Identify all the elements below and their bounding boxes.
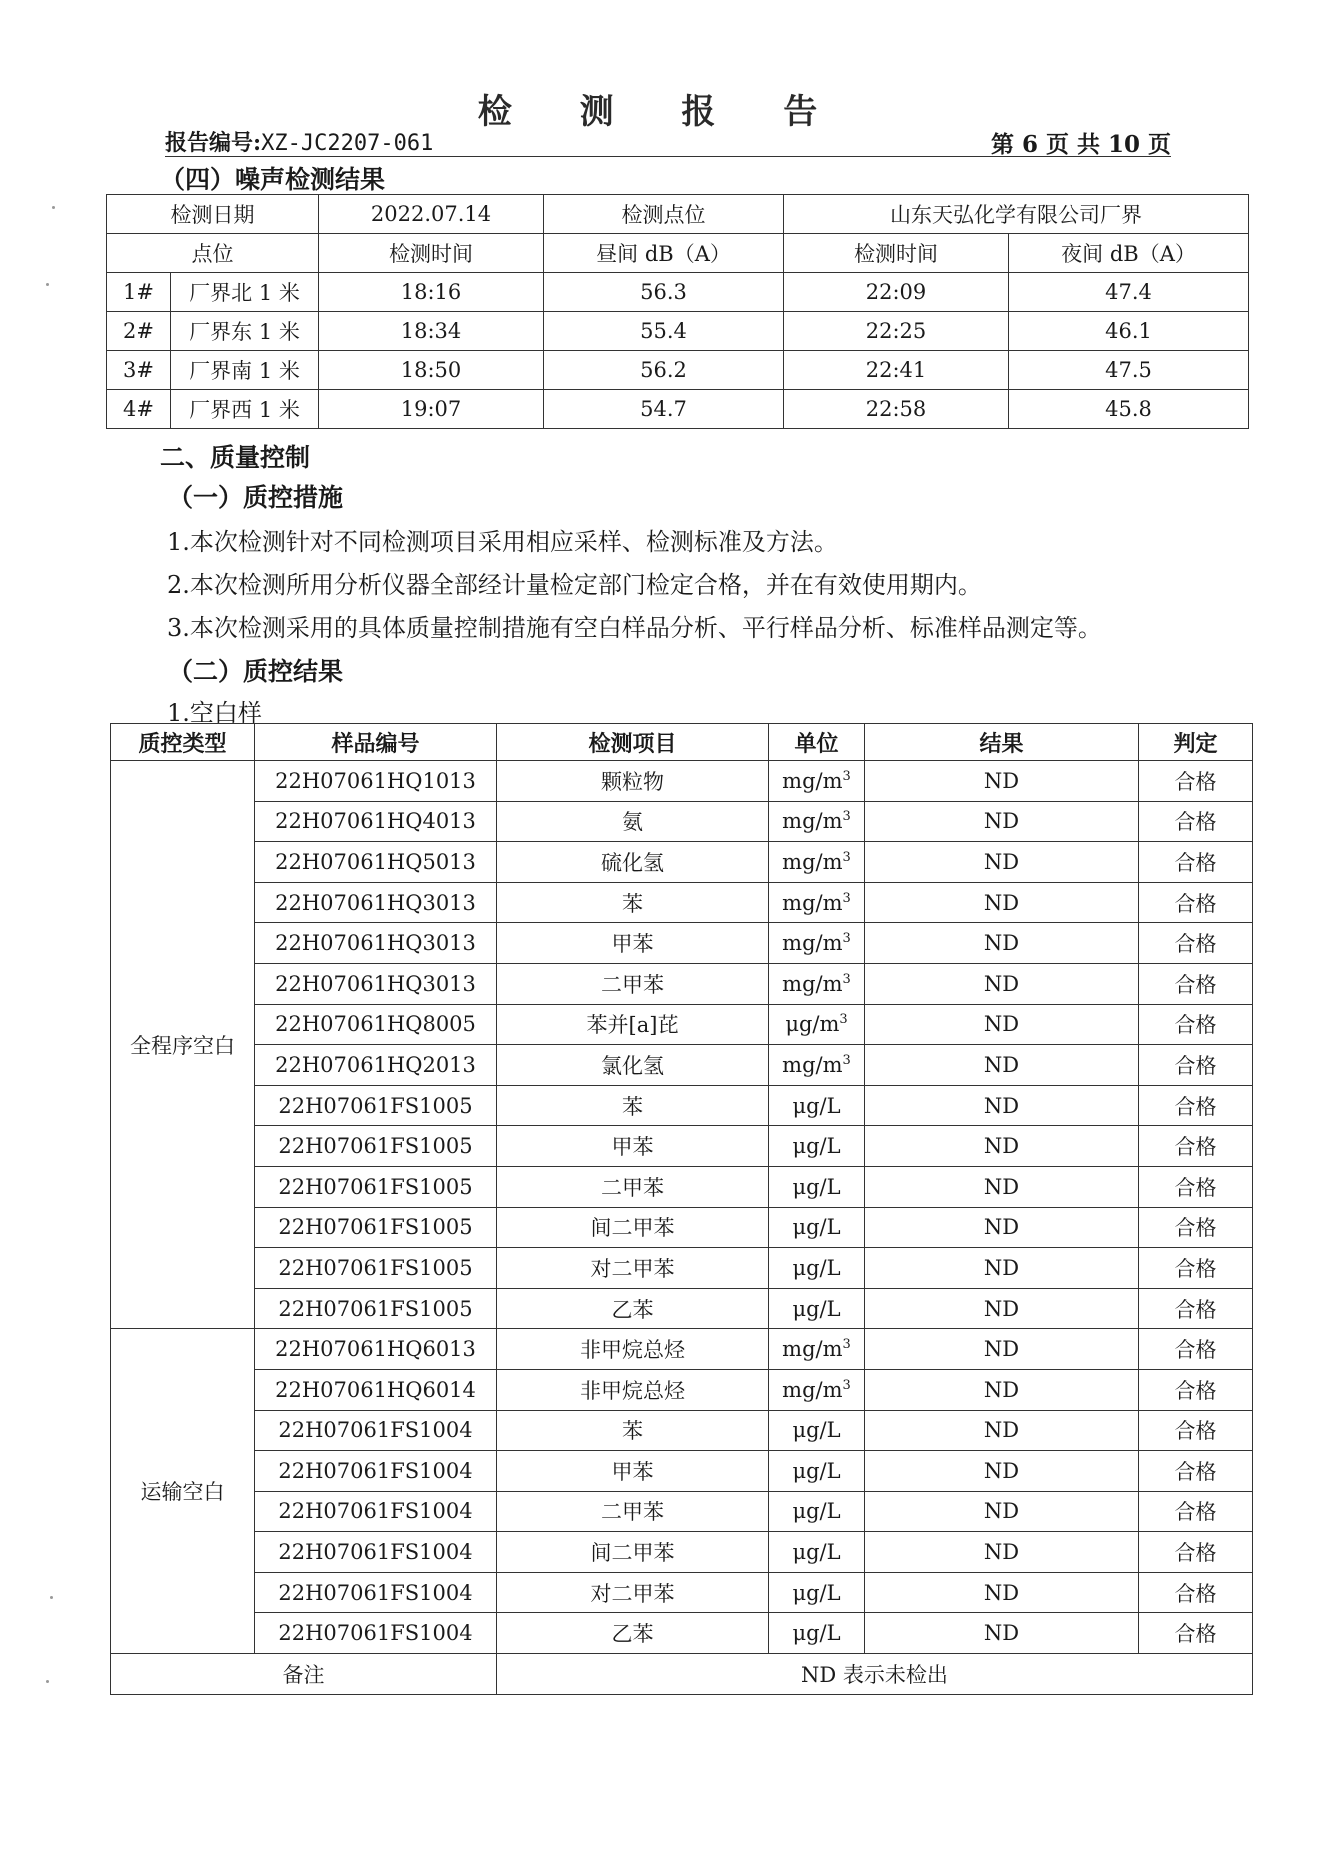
scan-speck xyxy=(46,1680,49,1683)
result: ND xyxy=(865,1207,1139,1248)
day-time: 18:34 xyxy=(319,312,544,351)
unit-base: mg/m xyxy=(782,768,843,793)
point-number: 1# xyxy=(107,273,171,312)
test-item: 苯 xyxy=(497,1085,769,1126)
day-db: 56.2 xyxy=(544,351,784,390)
test-item: 苯并[a]芘 xyxy=(497,1004,769,1045)
qc-row xyxy=(111,1288,1253,1329)
note-label: 备注 xyxy=(111,1654,497,1695)
point-number: 3# xyxy=(107,351,171,390)
report-number xyxy=(165,126,433,157)
unit xyxy=(769,1532,865,1573)
sample-id: 22H07061HQ3013 xyxy=(255,923,497,964)
test-item: 二甲苯 xyxy=(497,1166,769,1207)
qc-row xyxy=(111,1004,1253,1045)
unit-base: mg/m xyxy=(782,809,843,834)
result: ND xyxy=(865,1248,1139,1289)
blank-heading: 1.空白样 xyxy=(167,699,262,727)
verdict: 合格 xyxy=(1139,801,1253,842)
unit xyxy=(769,1613,865,1654)
result: ND xyxy=(865,1532,1139,1573)
qc-col-item: 检测项目 xyxy=(497,724,769,761)
day-time: 19:07 xyxy=(319,390,544,429)
col-night-db: 夜间 dB（A） xyxy=(1009,234,1249,273)
unit-superscript: 3 xyxy=(842,971,851,987)
noise-header-row xyxy=(107,234,1249,273)
header-rule xyxy=(165,156,1171,157)
test-item: 苯 xyxy=(497,1410,769,1451)
noise-row xyxy=(107,390,1249,429)
verdict: 合格 xyxy=(1139,963,1253,1004)
unit-superscript: 3 xyxy=(842,809,851,825)
noise-info-row xyxy=(107,195,1249,234)
qc-col-id: 样品编号 xyxy=(255,724,497,761)
test-item: 间二甲苯 xyxy=(497,1532,769,1573)
unit-base: μg/L xyxy=(792,1418,841,1443)
test-item: 乙苯 xyxy=(497,1288,769,1329)
sample-id: 22H07061FS1004 xyxy=(255,1572,497,1613)
unit-superscript: 3 xyxy=(842,768,851,784)
qc-row xyxy=(111,1491,1253,1532)
result: ND xyxy=(865,1572,1139,1613)
result: ND xyxy=(865,1369,1139,1410)
point-number: 4# xyxy=(107,390,171,429)
qc-row xyxy=(111,1410,1253,1451)
point-number: 2# xyxy=(107,312,171,351)
qc-col-result: 结果 xyxy=(865,724,1139,761)
unit-superscript: 3 xyxy=(839,1012,848,1028)
test-item: 二甲苯 xyxy=(497,1491,769,1532)
result: ND xyxy=(865,1329,1139,1370)
sample-id: 22H07061HQ6013 xyxy=(255,1329,497,1370)
result: ND xyxy=(865,1126,1139,1167)
qc-type: 运输空白 xyxy=(111,1329,255,1654)
unit-superscript: 3 xyxy=(842,1377,851,1393)
verdict: 合格 xyxy=(1139,1085,1253,1126)
measure-2: 2.本次检测所用分析仪器全部经计量检定部门检定合格，并在有效使用期内。 xyxy=(167,571,982,599)
qc-row xyxy=(111,1369,1253,1410)
verdict: 合格 xyxy=(1139,1288,1253,1329)
qc-table-body xyxy=(111,761,1253,1695)
unit-base: mg/m xyxy=(782,1377,843,1402)
unit xyxy=(769,1451,865,1492)
unit-base: μg/m xyxy=(785,1012,840,1037)
unit xyxy=(769,1045,865,1086)
qc-row xyxy=(111,963,1253,1004)
results-heading: （二）质控结果 xyxy=(168,657,344,686)
verdict: 合格 xyxy=(1139,1329,1253,1370)
qc-row xyxy=(111,842,1253,883)
unit xyxy=(769,1572,865,1613)
day-time: 18:16 xyxy=(319,273,544,312)
qc-row xyxy=(111,761,1253,802)
test-item: 二甲苯 xyxy=(497,963,769,1004)
qc-col-type: 质控类型 xyxy=(111,724,255,761)
test-item: 非甲烷总烃 xyxy=(497,1369,769,1410)
result: ND xyxy=(865,1045,1139,1086)
result: ND xyxy=(865,1491,1139,1532)
date-label: 检测日期 xyxy=(107,195,319,234)
sample-id: 22H07061HQ5013 xyxy=(255,842,497,883)
col-point: 点位 xyxy=(107,234,319,273)
unit-base: mg/m xyxy=(782,931,843,956)
day-time: 18:50 xyxy=(319,351,544,390)
test-item: 非甲烷总烃 xyxy=(497,1329,769,1370)
sample-id: 22H07061HQ3013 xyxy=(255,882,497,923)
test-item: 对二甲苯 xyxy=(497,1572,769,1613)
qc-row xyxy=(111,1085,1253,1126)
sample-id: 22H07061FS1004 xyxy=(255,1410,497,1451)
sample-id: 22H07061HQ2013 xyxy=(255,1045,497,1086)
result: ND xyxy=(865,963,1139,1004)
verdict: 合格 xyxy=(1139,1410,1253,1451)
qc-row xyxy=(111,801,1253,842)
night-time: 22:25 xyxy=(784,312,1009,351)
noise-row xyxy=(107,312,1249,351)
test-item: 甲苯 xyxy=(497,1126,769,1167)
col-night-time: 检测时间 xyxy=(784,234,1009,273)
unit xyxy=(769,1491,865,1532)
verdict: 合格 xyxy=(1139,882,1253,923)
unit-base: μg/L xyxy=(792,1296,841,1321)
verdict: 合格 xyxy=(1139,1613,1253,1654)
unit-base: μg/L xyxy=(792,1215,841,1240)
unit xyxy=(769,1248,865,1289)
unit-superscript: 3 xyxy=(842,1052,851,1068)
point-name: 厂界北 1 米 xyxy=(171,273,319,312)
night-db: 47.4 xyxy=(1009,273,1249,312)
result: ND xyxy=(865,1166,1139,1207)
unit xyxy=(769,1126,865,1167)
qc-col-unit: 单位 xyxy=(769,724,865,761)
sample-id: 22H07061FS1004 xyxy=(255,1491,497,1532)
verdict: 合格 xyxy=(1139,1045,1253,1086)
unit xyxy=(769,923,865,964)
unit-base: μg/L xyxy=(792,1174,841,1199)
qc-row xyxy=(111,923,1253,964)
measure-3: 3.本次检测采用的具体质量控制措施有空白样品分析、平行样品分析、标准样品测定等。 xyxy=(167,614,1102,642)
noise-row xyxy=(107,273,1249,312)
unit-base: μg/L xyxy=(792,1580,841,1605)
point-name: 厂界南 1 米 xyxy=(171,351,319,390)
sample-id: 22H07061FS1005 xyxy=(255,1207,497,1248)
unit-base: mg/m xyxy=(782,1337,843,1362)
qc-row xyxy=(111,1207,1253,1248)
scan-speck xyxy=(46,283,49,286)
measure-1: 1.本次检测针对不同检测项目采用相应采样、检测标准及方法。 xyxy=(167,528,838,556)
unit xyxy=(769,1288,865,1329)
night-time: 22:09 xyxy=(784,273,1009,312)
verdict: 合格 xyxy=(1139,1451,1253,1492)
unit xyxy=(769,1329,865,1370)
test-item: 氯化氢 xyxy=(497,1045,769,1086)
qc-header-row xyxy=(111,724,1253,761)
qc-type: 全程序空白 xyxy=(111,761,255,1329)
verdict: 合格 xyxy=(1139,1572,1253,1613)
verdict: 合格 xyxy=(1139,923,1253,964)
day-db: 54.7 xyxy=(544,390,784,429)
noise-table xyxy=(106,194,1249,429)
day-db: 56.3 xyxy=(544,273,784,312)
qc-row xyxy=(111,882,1253,923)
unit xyxy=(769,963,865,1004)
verdict: 合格 xyxy=(1139,1004,1253,1045)
test-item: 乙苯 xyxy=(497,1613,769,1654)
quality-section-heading: 二、质量控制 xyxy=(160,443,311,472)
sample-id: 22H07061HQ3013 xyxy=(255,963,497,1004)
test-item: 颗粒物 xyxy=(497,761,769,802)
unit-superscript: 3 xyxy=(842,890,851,906)
test-item: 间二甲苯 xyxy=(497,1207,769,1248)
result: ND xyxy=(865,882,1139,923)
point-name: 厂界西 1 米 xyxy=(171,390,319,429)
sample-id: 22H07061FS1005 xyxy=(255,1085,497,1126)
unit-base: mg/m xyxy=(782,971,843,996)
qc-row xyxy=(111,1126,1253,1167)
qc-table xyxy=(110,723,1253,1695)
result: ND xyxy=(865,1085,1139,1126)
unit-base: μg/L xyxy=(792,1458,841,1483)
col-day-db: 昼间 dB（A） xyxy=(544,234,784,273)
qc-col-verdict: 判定 xyxy=(1139,724,1253,761)
noise-row xyxy=(107,351,1249,390)
sample-id: 22H07061FS1005 xyxy=(255,1166,497,1207)
noise-heading: （四）噪声检测结果 xyxy=(160,165,386,194)
report-number-value: XZ-JC2207-061 xyxy=(261,131,434,156)
sample-id: 22H07061HQ6014 xyxy=(255,1369,497,1410)
qc-note-row xyxy=(111,1654,1253,1695)
result: ND xyxy=(865,1004,1139,1045)
result: ND xyxy=(865,923,1139,964)
sample-id: 22H07061FS1005 xyxy=(255,1248,497,1289)
unit xyxy=(769,1004,865,1045)
verdict: 合格 xyxy=(1139,1126,1253,1167)
unit-base: μg/L xyxy=(792,1093,841,1118)
test-item: 甲苯 xyxy=(497,923,769,964)
qc-row xyxy=(111,1451,1253,1492)
sample-id: 22H07061HQ4013 xyxy=(255,801,497,842)
unit-base: mg/m xyxy=(782,849,843,874)
unit-base: μg/L xyxy=(792,1540,841,1565)
noise-table-body xyxy=(107,195,1249,429)
unit xyxy=(769,801,865,842)
unit xyxy=(769,882,865,923)
night-db: 46.1 xyxy=(1009,312,1249,351)
test-item: 硫化氢 xyxy=(497,842,769,883)
sample-id: 22H07061FS1005 xyxy=(255,1126,497,1167)
unit-superscript: 3 xyxy=(842,931,851,947)
test-item: 甲苯 xyxy=(497,1451,769,1492)
site-value: 山东天弘化学有限公司厂界 xyxy=(784,195,1249,234)
unit xyxy=(769,1207,865,1248)
verdict: 合格 xyxy=(1139,1491,1253,1532)
verdict: 合格 xyxy=(1139,842,1253,883)
unit-superscript: 3 xyxy=(842,849,851,865)
scan-speck xyxy=(52,206,55,209)
result: ND xyxy=(865,1410,1139,1451)
unit xyxy=(769,1410,865,1451)
result: ND xyxy=(865,1288,1139,1329)
result: ND xyxy=(865,842,1139,883)
unit xyxy=(769,761,865,802)
report-title: 检 测 报 告 xyxy=(477,92,846,132)
qc-row xyxy=(111,1613,1253,1654)
sample-id: 22H07061HQ8005 xyxy=(255,1004,497,1045)
page-info: 第 6 页 共 10 页 xyxy=(990,131,1171,158)
sample-id: 22H07061FS1004 xyxy=(255,1451,497,1492)
unit xyxy=(769,1166,865,1207)
night-db: 47.5 xyxy=(1009,351,1249,390)
site-label: 检测点位 xyxy=(544,195,784,234)
result: ND xyxy=(865,1613,1139,1654)
test-item: 对二甲苯 xyxy=(497,1248,769,1289)
unit-base: mg/m xyxy=(782,890,843,915)
unit-base: μg/L xyxy=(792,1621,841,1646)
point-name: 厂界东 1 米 xyxy=(171,312,319,351)
verdict: 合格 xyxy=(1139,1248,1253,1289)
date-value: 2022.07.14 xyxy=(319,195,544,234)
note-value: ND 表示未检出 xyxy=(497,1654,1253,1695)
unit-base: μg/L xyxy=(792,1499,841,1524)
qc-table-header xyxy=(111,724,1253,761)
night-db: 45.8 xyxy=(1009,390,1249,429)
qc-row xyxy=(111,1329,1253,1370)
day-db: 55.4 xyxy=(544,312,784,351)
test-item: 氨 xyxy=(497,801,769,842)
unit xyxy=(769,1369,865,1410)
verdict: 合格 xyxy=(1139,761,1253,802)
qc-row xyxy=(111,1572,1253,1613)
result: ND xyxy=(865,1451,1139,1492)
unit-base: mg/m xyxy=(782,1052,843,1077)
result: ND xyxy=(865,801,1139,842)
qc-row xyxy=(111,1045,1253,1086)
sample-id: 22H07061FS1005 xyxy=(255,1288,497,1329)
unit xyxy=(769,842,865,883)
unit-superscript: 3 xyxy=(842,1337,851,1353)
scan-speck xyxy=(50,1596,53,1599)
verdict: 合格 xyxy=(1139,1166,1253,1207)
unit xyxy=(769,1085,865,1126)
night-time: 22:58 xyxy=(784,390,1009,429)
verdict: 合格 xyxy=(1139,1532,1253,1573)
test-item: 苯 xyxy=(497,882,769,923)
sample-id: 22H07061HQ1013 xyxy=(255,761,497,802)
unit-base: μg/L xyxy=(792,1255,841,1280)
verdict: 合格 xyxy=(1139,1207,1253,1248)
sample-id: 22H07061FS1004 xyxy=(255,1613,497,1654)
measures-heading: （一）质控措施 xyxy=(168,483,344,512)
qc-row xyxy=(111,1248,1253,1289)
result: ND xyxy=(865,761,1139,802)
qc-row xyxy=(111,1532,1253,1573)
qc-row xyxy=(111,1166,1253,1207)
sample-id: 22H07061FS1004 xyxy=(255,1532,497,1573)
report-number-label: 报告编号: xyxy=(165,130,262,156)
unit-base: μg/L xyxy=(792,1134,841,1159)
night-time: 22:41 xyxy=(784,351,1009,390)
verdict: 合格 xyxy=(1139,1369,1253,1410)
col-day-time: 检测时间 xyxy=(319,234,544,273)
